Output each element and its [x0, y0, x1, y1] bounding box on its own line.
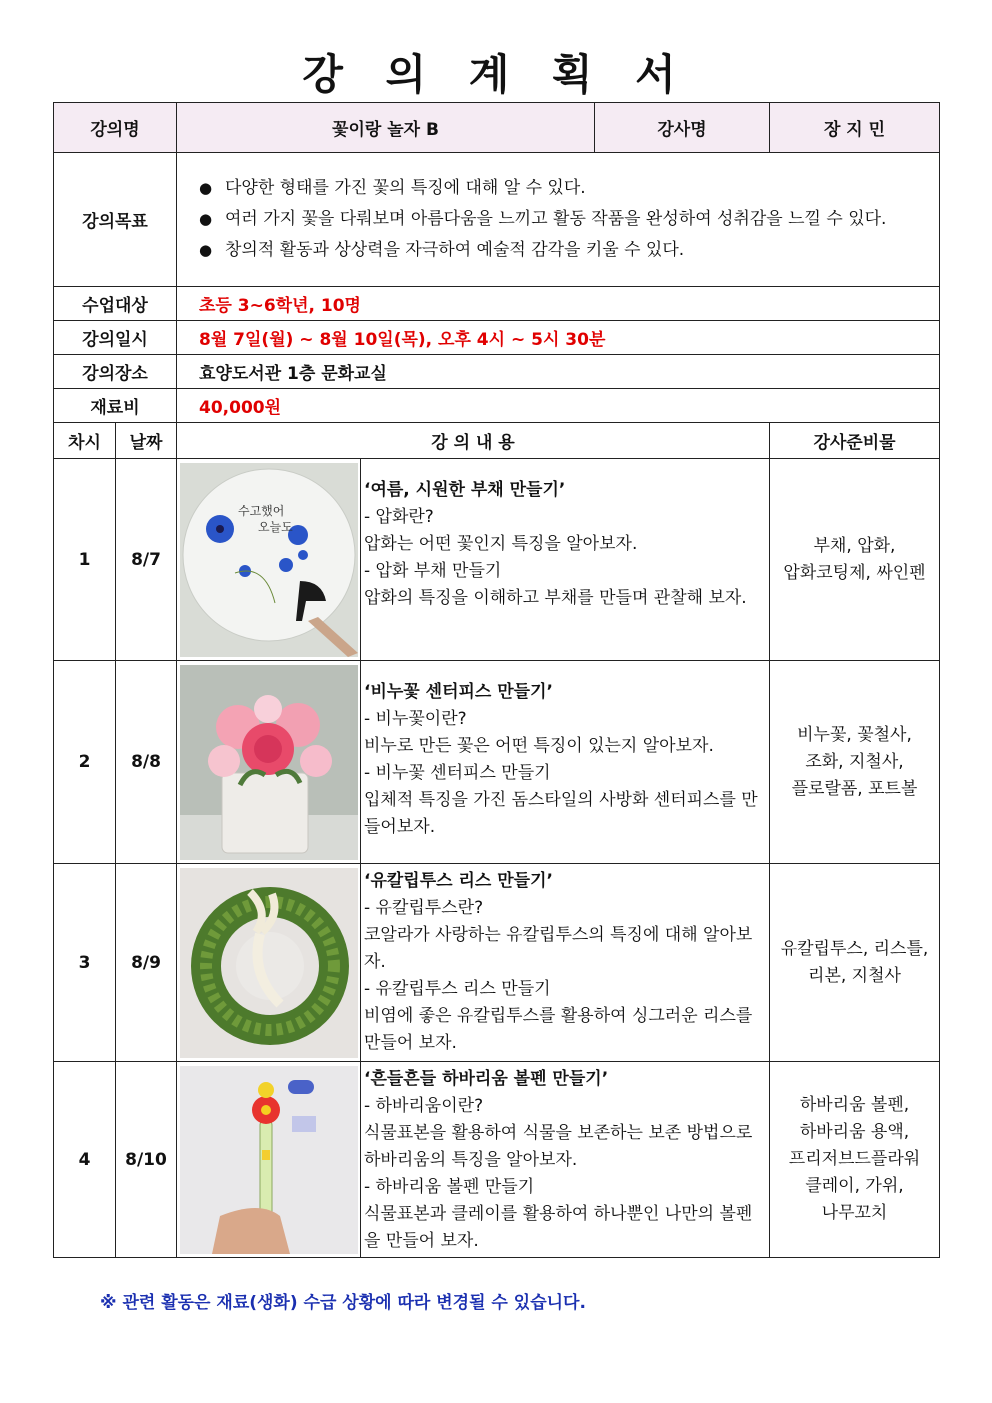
fan-text: 수고했어	[238, 503, 285, 518]
goal-text: 다양한 형태를 가진 꽃의 특징에 대해 알 수 있다.	[225, 178, 586, 198]
session-date: 8/10	[116, 1062, 177, 1258]
footnote: ※ 관련 활동은 재료(생화) 수급 상황에 따라 변경될 수 있습니다.	[100, 1293, 586, 1313]
material-line: 하바리움 볼펜,	[799, 1095, 910, 1115]
goal-text: 창의적 활동과 상상력을 자극하여 예술적 감각을 키울 수 있다.	[225, 240, 685, 260]
content-line: - 하바리움이란?	[364, 1096, 484, 1116]
session-number: 3	[54, 864, 116, 1062]
session-col-header: 차시	[54, 423, 116, 459]
material-line: 비누꽃, 꽃철사,	[797, 724, 912, 745]
material-line: 플로랄폼, 포트볼	[791, 778, 918, 799]
content-line: 식물표본과 클레이를 활용하여 하나뿐인 나만의 볼펜을 만들어 보자.	[364, 1204, 753, 1251]
page-title: 강 의 계 획 서	[302, 50, 690, 99]
session-content	[361, 661, 770, 864]
session-row	[54, 459, 940, 661]
lecture-plan-table	[53, 102, 940, 1258]
material-line: 하바리움 용액,	[799, 1122, 910, 1142]
session-materials	[770, 1062, 940, 1258]
content-line: 압화의 특징을 이해하고 부채를 만들며 관찰해 보자.	[364, 588, 747, 608]
content-line: - 압화 부채 만들기	[364, 561, 502, 581]
fan-photo	[180, 463, 358, 657]
session-row	[54, 661, 940, 864]
session-date: 8/9	[116, 864, 177, 1062]
content-line: 비누로 만든 꽃은 어떤 특징이 있는지 알아보자.	[364, 736, 714, 756]
date-value: 8월 7일(월) ~ 8월 10일(목), 오후 4시 ~ 5시 30분	[177, 321, 940, 355]
session-content	[361, 864, 770, 1062]
session-title: ‘여름, 시원한 부채 만들기’	[364, 480, 566, 500]
content-col-header: 강 의 내 용	[177, 423, 770, 459]
session-row	[54, 1062, 940, 1258]
bullet-icon: ●	[199, 179, 213, 197]
content-line: - 하바리움 볼펜 만들기	[364, 1177, 535, 1197]
instructor-label: 강사명	[595, 103, 770, 153]
content-line: 입체적 특징을 가진 돔스타일의 사방화 센터피스를 만들어보자.	[364, 790, 758, 837]
goals-row	[54, 153, 940, 287]
session-photo	[177, 1062, 361, 1258]
material-line: 유칼립투스, 리스틀,	[780, 938, 929, 959]
session-materials	[770, 661, 940, 864]
material-line: 조화, 지철사,	[805, 751, 904, 772]
session-content	[361, 459, 770, 661]
content-line: - 유칼립투스란?	[364, 898, 484, 918]
session-photo	[177, 661, 361, 864]
session-number: 1	[54, 459, 116, 661]
place-value: 효양도서관 1층 문화교실	[177, 355, 940, 389]
session-title: ‘유칼립투스 리스 만들기’	[364, 871, 553, 891]
material-line: 리본, 지철사	[808, 965, 901, 986]
session-date: 8/7	[116, 459, 177, 661]
lecture-name-label: 강의명	[54, 103, 177, 153]
target-value: 초등 3~6학년, 10명	[177, 287, 940, 321]
pen-photo	[180, 1066, 358, 1254]
content-line: - 유칼립투스 리스 만들기	[364, 979, 551, 999]
place-row	[54, 355, 940, 389]
session-photo	[177, 459, 361, 661]
date-label: 강의일시	[54, 321, 177, 355]
header-row	[54, 103, 940, 153]
content-line: 코알라가 사랑하는 유칼립투스의 특징에 대해 알아보자.	[364, 925, 753, 972]
session-title: ‘흔들흔들 하바리움 볼펜 만들기’	[364, 1069, 609, 1089]
session-number: 2	[54, 661, 116, 864]
goals-list	[177, 153, 940, 287]
content-line: - 비누꽃이란?	[364, 709, 467, 729]
fee-row	[54, 389, 940, 423]
session-content	[361, 1062, 770, 1258]
content-line: - 비누꽃 센터피스 만들기	[364, 763, 551, 783]
material-line: 나무꼬치	[821, 1203, 888, 1223]
target-row	[54, 287, 940, 321]
date-col-header: 날짜	[116, 423, 177, 459]
centerpiece-photo	[180, 665, 358, 860]
goal-text: 여러 가지 꽃을 다뤄보며 아름다움을 느끼고 활동 작품을 완성하여 성취감을 느낄 수 있다.	[225, 209, 887, 229]
date-row	[54, 321, 940, 355]
bullet-icon: ●	[199, 210, 213, 228]
fan-text: 오늘도	[258, 519, 293, 534]
content-line: - 압화란?	[364, 507, 434, 527]
session-materials	[770, 864, 940, 1062]
session-photo	[177, 864, 361, 1062]
session-date: 8/8	[116, 661, 177, 864]
fee-value: 40,000원	[177, 389, 940, 423]
goal-item	[199, 235, 931, 266]
content-line: 비염에 좋은 유칼립투스를 활용하여 싱그러운 리스를 만들어 보자.	[364, 1006, 753, 1053]
fee-label: 재료비	[54, 389, 177, 423]
material-line: 프리저브드플라워	[788, 1149, 921, 1169]
schedule-header-row	[54, 423, 940, 459]
bullet-icon: ●	[199, 241, 213, 259]
materials-col-header: 강사준비물	[770, 423, 940, 459]
lecture-name: 꽃이랑 놀자 B	[177, 103, 595, 153]
instructor-name: 장 지 민	[770, 103, 940, 153]
session-row	[54, 864, 940, 1062]
session-title: ‘비누꽃 센터피스 만들기’	[364, 682, 553, 702]
material-line: 클레이, 가위,	[805, 1176, 904, 1196]
material-line: 압화코팅제, 싸인펜	[783, 562, 926, 583]
goals-label: 강의목표	[54, 153, 177, 287]
session-number: 4	[54, 1062, 116, 1258]
goal-item	[199, 173, 931, 204]
material-line: 부채, 압화,	[813, 535, 896, 556]
place-label: 강의장소	[54, 355, 177, 389]
session-materials	[770, 459, 940, 661]
target-label: 수업대상	[54, 287, 177, 321]
content-line: 식물표본을 활용하여 식물을 보존하는 보존 방법으로 하바리움의 특징을 알아보자.	[364, 1123, 753, 1170]
content-line: 압화는 어떤 꽃인지 특징을 알아보자.	[364, 534, 638, 554]
goal-item	[199, 204, 931, 235]
wreath-photo	[180, 868, 358, 1058]
